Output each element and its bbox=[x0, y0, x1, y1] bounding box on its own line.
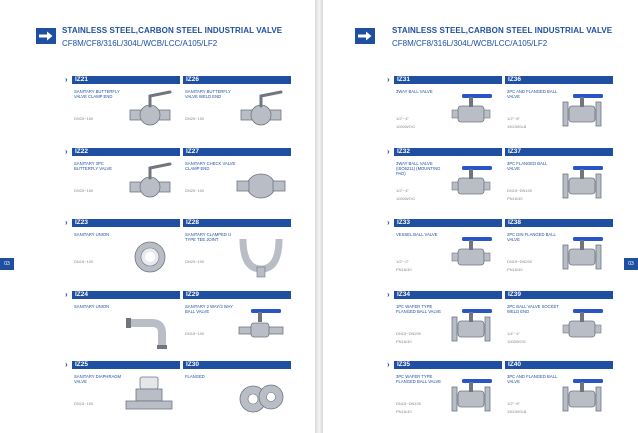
product-spec: DN15~DN100 bbox=[396, 401, 422, 406]
product-card bbox=[65, 147, 180, 210]
product-code: IZ22 bbox=[75, 148, 89, 155]
product-code-bar bbox=[183, 219, 291, 227]
chevron-right-icon: › bbox=[498, 360, 501, 369]
product-code-bar bbox=[183, 148, 291, 156]
product-card bbox=[176, 360, 291, 423]
product-code-bar bbox=[72, 76, 180, 84]
u-tee-joint-icon bbox=[233, 229, 289, 279]
product-card bbox=[498, 218, 613, 281]
product-code: IZ34 bbox=[397, 291, 411, 298]
product-name: FLANGED bbox=[185, 374, 205, 379]
product-card bbox=[498, 360, 613, 423]
product-code-bar bbox=[394, 148, 502, 156]
product-spec: DN15~100 bbox=[185, 331, 205, 336]
product-name: 3WAY BALL VALVE (ISO5211) (MOUNTING PAD) bbox=[396, 161, 441, 176]
product-spec: DN25~100 bbox=[185, 188, 205, 193]
wafer-ball-valve-3pc-icon bbox=[444, 371, 500, 421]
butterfly-valve-weld-icon bbox=[233, 86, 289, 136]
product-code-bar bbox=[505, 76, 613, 84]
product-code: IZ33 bbox=[397, 219, 411, 226]
product-name: 2PC AND FLANGED BALL VALVE bbox=[507, 89, 558, 99]
product-card bbox=[176, 147, 291, 210]
product-spec: 1000WOG bbox=[396, 124, 415, 129]
product-card bbox=[65, 75, 180, 138]
product-code: IZ29 bbox=[186, 291, 200, 298]
product-name: 2PC BALL VALVE SOCKET WELD END bbox=[507, 304, 559, 314]
product-code-bar bbox=[505, 219, 613, 227]
product-code: IZ23 bbox=[75, 219, 89, 226]
product-spec: PN16/40 bbox=[507, 267, 523, 272]
product-spec: 1000WOG bbox=[396, 196, 415, 201]
product-card bbox=[65, 218, 180, 281]
product-code: IZ31 bbox=[397, 76, 411, 83]
page-subtitle: CF8M/CF8/316L/304L/WCB/LCC/A105/LF2 bbox=[62, 39, 218, 48]
product-spec: PN16/40 bbox=[396, 409, 412, 414]
product-spec: DN25~100 bbox=[185, 259, 205, 264]
chevron-right-icon: › bbox=[498, 147, 501, 156]
chevron-right-icon: › bbox=[387, 290, 390, 299]
page-subtitle: CF8M/CF8/316L/304L/WCB/LCC/A105/LF2 bbox=[392, 39, 548, 48]
product-card bbox=[65, 360, 180, 423]
flanged-ball-valve-icon bbox=[555, 371, 611, 421]
product-card bbox=[387, 218, 502, 281]
product-card bbox=[387, 75, 502, 138]
3way-ball-valve-pad-icon bbox=[444, 158, 500, 208]
product-code: IZ38 bbox=[508, 219, 522, 226]
product-code-bar bbox=[505, 148, 613, 156]
product-code-bar bbox=[183, 76, 291, 84]
product-card bbox=[387, 360, 502, 423]
product-spec: 150/300LB bbox=[507, 124, 527, 129]
product-name: 2PC DIN FLANGED BALL VALVE bbox=[507, 232, 556, 242]
product-spec: 1/4"~4" bbox=[507, 331, 520, 336]
chevron-right-icon: › bbox=[498, 75, 501, 84]
product-code: IZ39 bbox=[508, 291, 522, 298]
product-spec: 1/2"~4" bbox=[396, 116, 409, 121]
product-code: IZ36 bbox=[508, 76, 522, 83]
chevron-right-icon: › bbox=[387, 360, 390, 369]
chevron-right-icon: › bbox=[498, 290, 501, 299]
arrow-right-icon bbox=[36, 28, 56, 44]
product-name: SANITARY 2 WAY/3 WAY BALL VALVE bbox=[185, 304, 233, 314]
product-code-bar bbox=[394, 219, 502, 227]
product-code-bar bbox=[183, 291, 291, 299]
product-spec: 1/2"~2" bbox=[396, 259, 409, 264]
product-spec: DN25~150 bbox=[185, 116, 205, 121]
page-title: STAINLESS STEEL,CARBON STEEL INDUSTRIAL VALVE bbox=[392, 26, 613, 35]
product-card bbox=[498, 147, 613, 210]
product-code: IZ26 bbox=[186, 76, 200, 83]
product-name: SANITARY 3PC BUTTERFLY VALVE bbox=[74, 161, 113, 171]
product-spec: 1/2"~8" bbox=[507, 401, 520, 406]
chevron-right-icon: › bbox=[176, 218, 179, 227]
page-number: 03 bbox=[0, 258, 14, 270]
product-name: 1PC WAFER TYPE FLANGED BALL VALVE bbox=[396, 304, 442, 314]
product-spec: DN25~150 bbox=[74, 188, 94, 193]
product-spec: PN16/40 bbox=[396, 339, 412, 344]
3way-ball-valve-icon bbox=[444, 86, 500, 136]
chevron-right-icon: › bbox=[176, 75, 179, 84]
product-card bbox=[498, 290, 613, 353]
product-spec: 1/2"~8" bbox=[507, 116, 520, 121]
chevron-right-icon: › bbox=[65, 218, 68, 227]
product-code: IZ30 bbox=[186, 361, 200, 368]
product-name: 3PC AND FLANGED BALL VALVE bbox=[507, 374, 558, 384]
product-name: SANITARY CHECK VALVE CLAMP END bbox=[185, 161, 236, 171]
product-spec: PN16/40 bbox=[396, 267, 412, 272]
product-card bbox=[498, 75, 613, 138]
chevron-right-icon: › bbox=[65, 360, 68, 369]
arrow-right-icon bbox=[355, 28, 375, 44]
wafer-ball-valve-icon bbox=[444, 301, 500, 351]
chevron-right-icon: › bbox=[176, 147, 179, 156]
product-name: SANITARY BUTTERFLY VALVE CLAMP END bbox=[74, 89, 120, 99]
product-name: 3PC FLANGED BALL VALVE bbox=[507, 161, 548, 171]
chevron-right-icon: › bbox=[387, 147, 390, 156]
chevron-right-icon: › bbox=[65, 147, 68, 156]
product-code: IZ32 bbox=[397, 148, 411, 155]
chevron-right-icon: › bbox=[387, 75, 390, 84]
product-spec: PN16/40 bbox=[507, 196, 523, 201]
page-gutter bbox=[315, 0, 323, 433]
chevron-right-icon: › bbox=[498, 218, 501, 227]
chevron-right-icon: › bbox=[65, 290, 68, 299]
chevron-right-icon: › bbox=[387, 218, 390, 227]
check-valve-icon bbox=[233, 158, 289, 208]
page-number: 03 bbox=[624, 258, 638, 270]
din-flanged-ball-valve-icon bbox=[555, 229, 611, 279]
product-code-bar bbox=[72, 291, 180, 299]
right-page bbox=[323, 0, 638, 433]
product-spec: 1/2"~4" bbox=[396, 188, 409, 193]
product-spec: 150/300LB bbox=[507, 409, 527, 414]
product-code: IZ37 bbox=[508, 148, 522, 155]
product-code-bar bbox=[394, 291, 502, 299]
product-code: IZ27 bbox=[186, 148, 200, 155]
product-code-bar bbox=[72, 148, 180, 156]
chevron-right-icon: › bbox=[65, 75, 68, 84]
product-spec: DN15~DN100 bbox=[507, 188, 533, 193]
product-card bbox=[176, 218, 291, 281]
product-code: IZ25 bbox=[75, 361, 89, 368]
product-name: SANITARY DIAPHRAGM VALVE bbox=[74, 374, 122, 384]
product-card bbox=[65, 290, 180, 353]
product-code: IZ21 bbox=[75, 76, 89, 83]
sanitary-ball-valve-icon bbox=[233, 301, 289, 351]
product-name: SANITARY BUTTERFLY VALVE WELD END bbox=[185, 89, 231, 99]
union-icon bbox=[122, 229, 178, 279]
product-card bbox=[387, 290, 502, 353]
product-code: IZ35 bbox=[397, 361, 411, 368]
left-page bbox=[0, 0, 315, 433]
product-spec: DN15~DN200 bbox=[396, 331, 422, 336]
product-spec: DN15~100 bbox=[74, 259, 94, 264]
chevron-right-icon: › bbox=[176, 360, 179, 369]
product-name: SANITARY CLAMPED U TYPE TEE JOINT bbox=[185, 232, 232, 242]
product-name: 3WAY BALL VALVE bbox=[396, 89, 433, 94]
product-name: VESSEL BALL VALVE bbox=[396, 232, 438, 237]
product-code-bar bbox=[505, 361, 613, 369]
socket-weld-ball-valve-icon bbox=[555, 301, 611, 351]
product-code-bar bbox=[72, 219, 180, 227]
product-code-bar bbox=[505, 291, 613, 299]
product-code: IZ40 bbox=[508, 361, 522, 368]
flange-icon bbox=[233, 371, 289, 421]
product-spec: DN15~100 bbox=[74, 401, 94, 406]
product-code-bar bbox=[72, 361, 180, 369]
butterfly-valve-clamp-icon bbox=[122, 86, 178, 136]
product-code: IZ28 bbox=[186, 219, 200, 226]
product-spec: DN25~150 bbox=[74, 116, 94, 121]
page-title: STAINLESS STEEL,CARBON STEEL INDUSTRIAL VALVE bbox=[62, 26, 283, 35]
chevron-right-icon: › bbox=[176, 290, 179, 299]
product-code-bar bbox=[394, 76, 502, 84]
product-code-bar bbox=[183, 361, 291, 369]
union-elbow-icon bbox=[122, 301, 178, 351]
product-code: IZ24 bbox=[75, 291, 89, 298]
flanged-ball-valve-3pc-icon bbox=[555, 158, 611, 208]
product-name: SANITARY UNION bbox=[74, 304, 110, 309]
product-name: 3PC WAFER TYPE FLANGED BALL VALVE bbox=[396, 374, 442, 384]
product-card bbox=[176, 290, 291, 353]
butterfly-valve-3pc-icon bbox=[122, 158, 178, 208]
flanged-ball-valve-2pc-icon bbox=[555, 86, 611, 136]
vessel-ball-valve-icon bbox=[444, 229, 500, 279]
product-card bbox=[387, 147, 502, 210]
product-spec: 1000WOG bbox=[507, 339, 526, 344]
product-name: SANITARY UNION bbox=[74, 232, 110, 237]
product-spec: DN15~DN200 bbox=[507, 259, 533, 264]
product-code-bar bbox=[394, 361, 502, 369]
product-card bbox=[176, 75, 291, 138]
diaphragm-valve-icon bbox=[122, 371, 178, 421]
